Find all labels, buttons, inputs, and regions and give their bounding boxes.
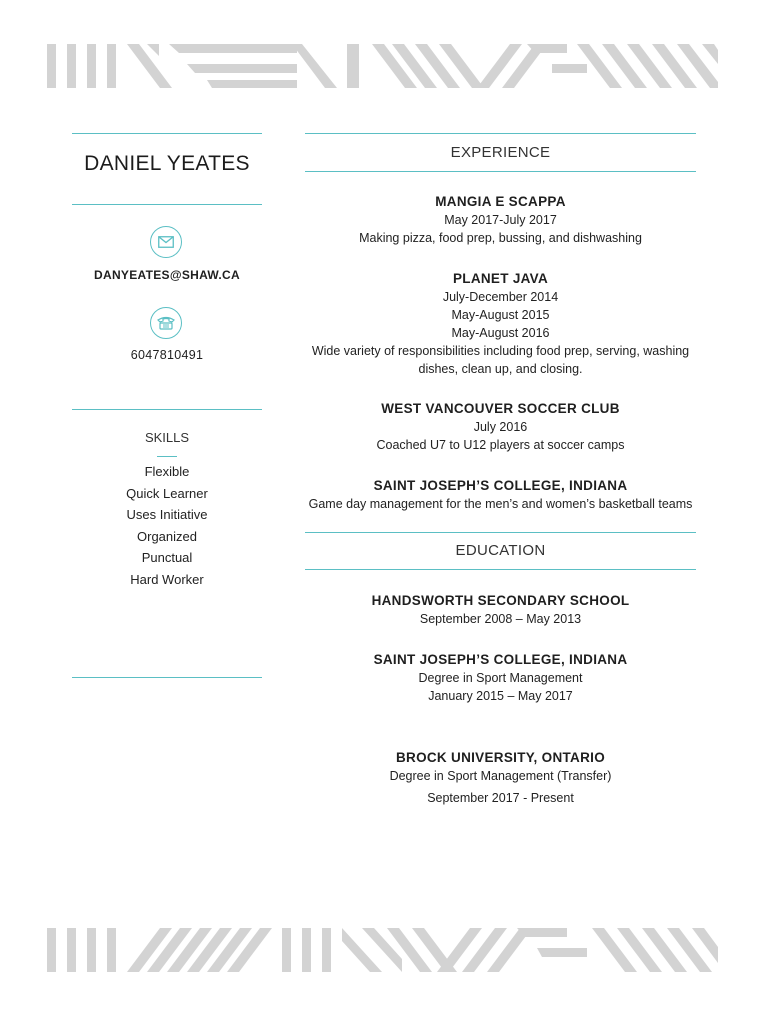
education-bottom-divider — [305, 569, 696, 570]
skills-bottom-divider — [72, 677, 262, 678]
education-heading: EDUCATION — [455, 542, 546, 559]
entry-title: MANGIA E SCAPPA — [435, 194, 566, 209]
experience-entry — [305, 270, 696, 378]
experience-top-divider — [305, 133, 696, 134]
skill-item: Quick Learner — [126, 485, 208, 501]
entry-line: Making pizza, food prep, bussing, and dishwashing — [359, 231, 642, 245]
skill-item: Flexible — [144, 464, 190, 479]
entry-line: September 2008 – May 2013 — [419, 612, 582, 626]
skills-heading: SKILLS — [144, 430, 190, 445]
entry-title: SAINT JOSEPH’S COLLEGE, INDIANA — [373, 478, 628, 493]
entry-line: July-December 2014 — [442, 290, 559, 304]
person-name: DANIEL YEATES — [84, 152, 250, 175]
skill-item: Uses Initiative — [126, 507, 208, 523]
skills-list — [72, 463, 262, 593]
phone-number[interactable]: 6047810491 — [130, 348, 204, 362]
top-decorative-band — [47, 44, 718, 88]
skill-item: Organized — [137, 528, 197, 544]
left-top-divider — [72, 133, 262, 134]
education-top-divider — [305, 532, 696, 533]
name-divider — [72, 204, 262, 205]
entry-line: Degree in Sport Management (Transfer) — [389, 769, 612, 783]
entry-line: January 2015 – May 2017 — [428, 689, 573, 703]
entry-line: September 2017 - Present — [427, 791, 574, 805]
education-entry — [305, 749, 696, 807]
experience-entry — [305, 193, 696, 247]
bottom-pattern-graphic — [47, 928, 718, 972]
experience-entry — [305, 400, 696, 454]
email-icon-circle — [150, 226, 182, 258]
entry-title: PLANET JAVA — [452, 271, 549, 286]
experience-bottom-divider — [305, 171, 696, 172]
entry-title: WEST VANCOUVER SOCCER CLUB — [381, 401, 620, 416]
entry-line: May 2017-July 2017 — [444, 213, 557, 227]
entry-line: Degree in Sport Management — [418, 671, 583, 685]
entry-title: SAINT JOSEPH’S COLLEGE, INDIANA — [373, 652, 628, 667]
entry-line: dishes, clean up, and closing. — [418, 362, 583, 376]
envelope-icon — [158, 236, 174, 248]
phone-icon-circle — [150, 307, 182, 339]
telephone-icon — [157, 316, 175, 330]
contact-divider — [72, 409, 262, 410]
education-entry — [305, 651, 696, 705]
skill-item: Hard Worker — [130, 571, 204, 587]
entry-title: HANDSWORTH SECONDARY SCHOOL — [371, 593, 630, 608]
entry-line: Wide variety of responsibilities including food prep, serving, washing — [311, 344, 690, 358]
entry-line: Coached U7 to U12 players at soccer camps — [376, 438, 625, 452]
entry-line: Game day management for the men’s and women’s basketball teams — [308, 497, 693, 511]
entry-line: July 2016 — [473, 420, 528, 434]
experience-heading: EXPERIENCE — [450, 144, 551, 161]
skills-heading-underline — [157, 456, 177, 457]
entry-line: May-August 2016 — [451, 326, 550, 340]
entry-title: BROCK UNIVERSITY, ONTARIO — [395, 750, 605, 765]
entry-line: May-August 2015 — [451, 308, 550, 322]
email-address[interactable]: DANYEATES@SHAW.CA — [94, 268, 240, 282]
education-entry — [305, 592, 696, 628]
bottom-decorative-band — [47, 928, 718, 972]
top-pattern-graphic — [47, 44, 718, 88]
experience-entry — [305, 477, 696, 513]
skill-item: Punctual — [141, 550, 193, 566]
